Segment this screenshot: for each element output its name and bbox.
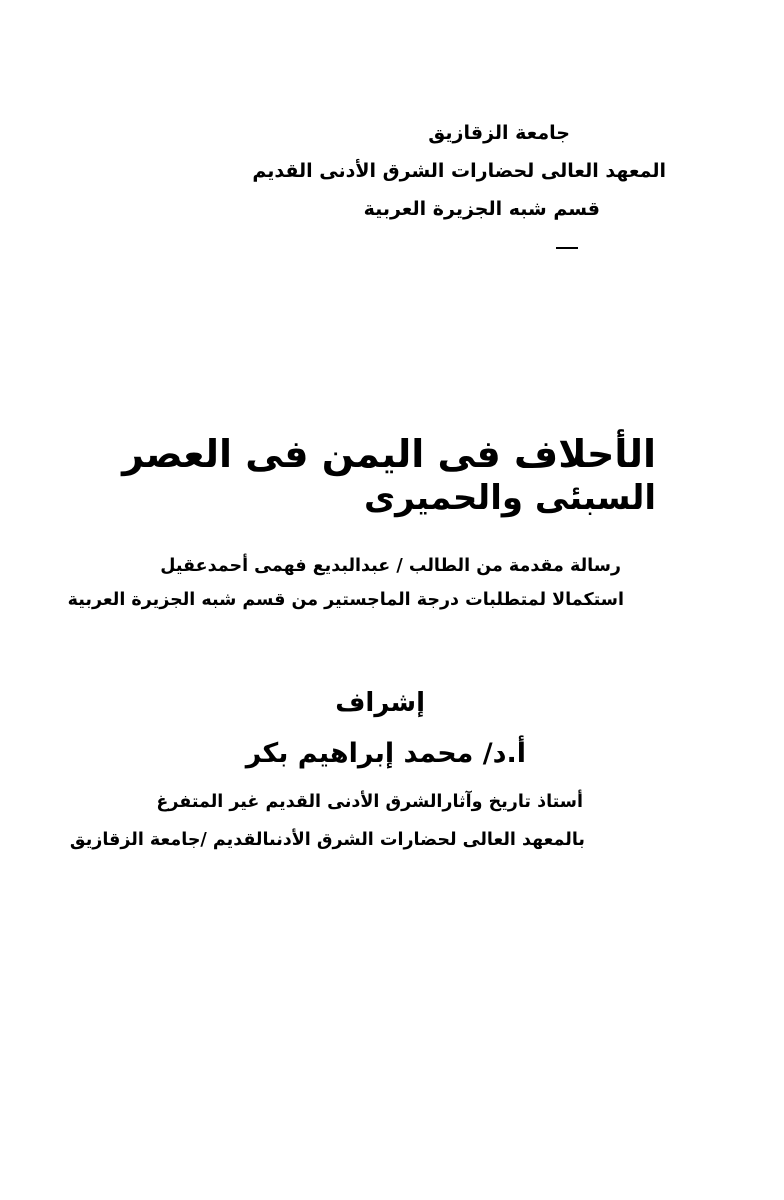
submission-line-2: استكمالا لمتطلبات درجة الماجستير من قسم شبه الجزيرة العربية: [67, 590, 624, 610]
supervision-label: إشراف: [335, 688, 425, 718]
institute-name: المعهد العالى لحضارات الشرق الأدنى القديم: [252, 160, 666, 182]
thesis-title-line-1: الأحلاف فى اليمن فى العصر: [122, 432, 656, 476]
submission-line-1: رسالة مقدمة من الطالب / عبدالبديع فهمى أحمدعقيل: [160, 556, 621, 576]
supervisor-name: أ.د/ محمد إبراهيم بكر: [245, 738, 526, 769]
supervisor-role-line-2: بالمعهد العالى لحضارات الشرق الأدنىالقديم /جامعة الزقازيق: [69, 830, 585, 850]
university-name: جامعة الزقازيق: [428, 122, 570, 144]
department-name: قسم شبه الجزيرة العربية: [363, 198, 600, 220]
supervisor-role-line-1: أستاذ تاريخ وآثارالشرق الأدنى القديم غير المتفرغ: [156, 792, 583, 812]
thesis-title-line-2: السبئى والحميرى: [363, 478, 656, 518]
header-divider: [556, 247, 578, 249]
